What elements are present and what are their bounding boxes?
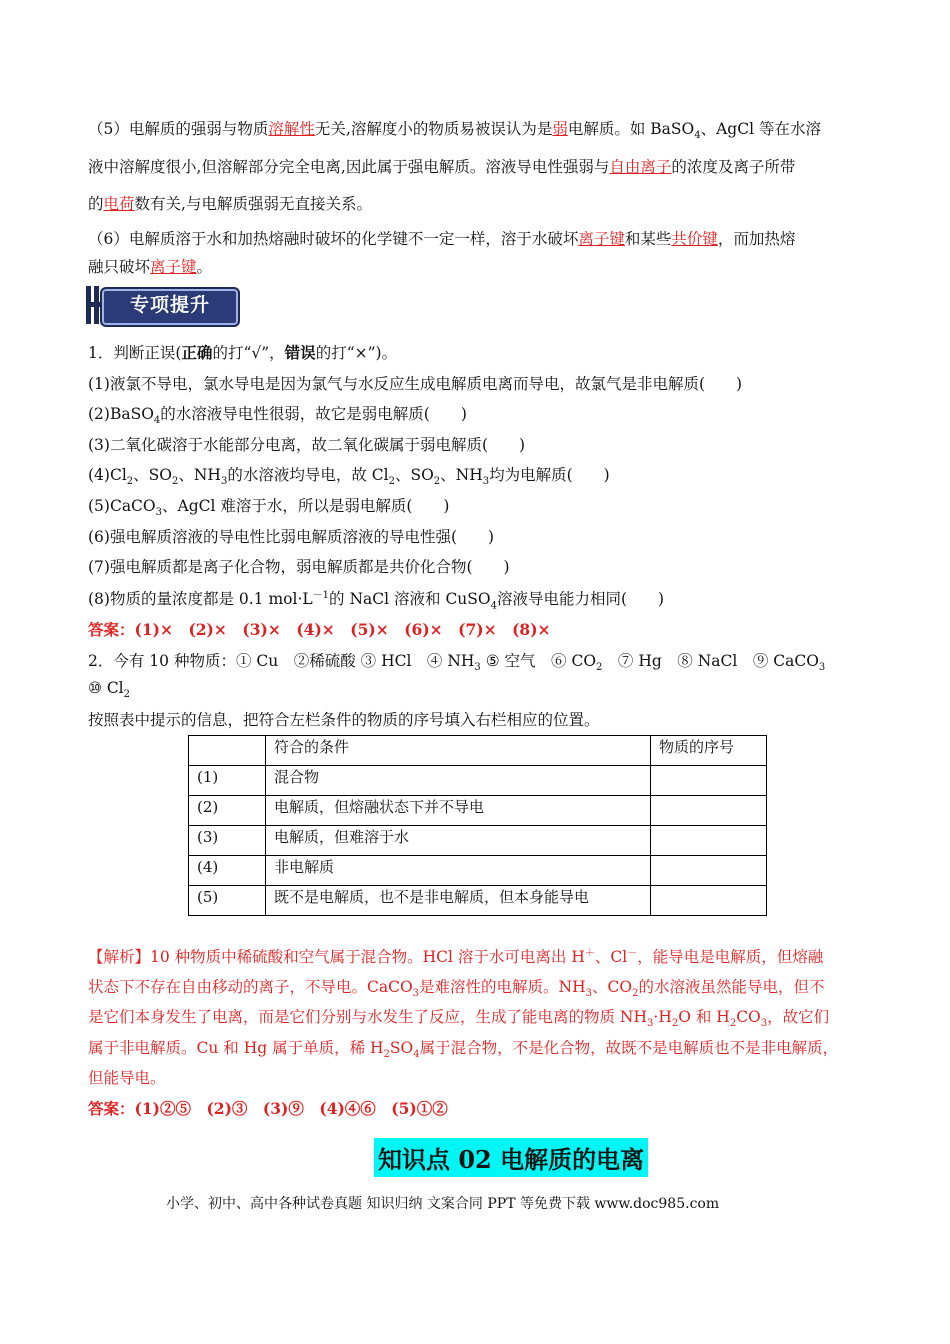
- analysis-line-4: [88, 1036, 838, 1060]
- row-index: (2): [189, 796, 266, 826]
- row-condition: 非电解质: [266, 856, 651, 886]
- blank-answer: 溶解性: [268, 120, 315, 138]
- text: (2)BaSO: [88, 405, 154, 423]
- q1-item-8: [88, 586, 664, 611]
- conditions-table: [188, 735, 767, 916]
- subscript: 4: [694, 130, 701, 142]
- header-index-cell: [189, 736, 266, 766]
- text: (8)物质的量浓度都是 0.1 mol·L: [88, 590, 313, 609]
- blank-answer: 共价键: [671, 230, 718, 248]
- table-header-row: [189, 736, 767, 766]
- text: ⑦ Hg ⑧ NaCl ⑨ CaCO: [602, 652, 819, 670]
- subscript: 4: [413, 1049, 420, 1061]
- text: （6）电解质溶于水和加热熔融时破坏的化学键不一定一样，溶于水破坏: [88, 230, 579, 248]
- text: O 和 H: [678, 1008, 730, 1026]
- table-row: [189, 766, 767, 796]
- row-condition: 电解质，但难溶于水: [266, 826, 651, 856]
- subscript: 2: [632, 988, 639, 1000]
- table-row: [189, 856, 767, 886]
- analysis-line-5: 但能导电。: [88, 1069, 166, 1087]
- text: 是难溶性的电解质。NH: [419, 978, 586, 996]
- text: 的水溶液虽然能导电，但不: [638, 978, 825, 996]
- blank-answer: 自由离子: [609, 158, 672, 176]
- analysis-line-1: [88, 944, 823, 967]
- blank-answer: 离子键: [150, 258, 197, 276]
- text: ⑩ Cl: [88, 679, 124, 697]
- text: （5）电解质的强弱与物质: [88, 120, 269, 138]
- q1-item-6: (6)强电解质溶液的导电性比弱电解质溶液的导电性强( ): [88, 528, 495, 546]
- row-answer-cell[interactable]: [651, 886, 767, 916]
- text: 的浓度及离子所带: [671, 158, 796, 176]
- subscript: 3: [585, 988, 593, 1000]
- text: 、AgCl 等在水溶: [700, 120, 821, 138]
- q2-line-2: [88, 679, 130, 700]
- subscript: 2: [671, 1018, 679, 1030]
- superscript: －: [627, 948, 638, 959]
- q2-answer: 答案：(1)②⑤ (2)③ (3)⑨ (4)④⑥ (5)①②: [88, 1099, 448, 1118]
- text: 2．今有 10 种物质：① Cu ②稀硫酸 ③ HCl ④ NH: [88, 652, 475, 670]
- paragraph-5-line-1: [88, 117, 821, 141]
- text: 均为电解质( ): [489, 466, 610, 484]
- text: ，故它们: [767, 1008, 830, 1026]
- subscript: 2: [383, 1049, 390, 1061]
- text: 、NH: [440, 466, 483, 484]
- text: 。: [196, 258, 213, 276]
- text: 、Cl: [594, 948, 628, 967]
- q1-item-7: (7)强电解质都是离子化合物，弱电解质都是共价化合物( ): [88, 558, 510, 576]
- row-answer-cell[interactable]: [651, 856, 767, 886]
- q1-item-5: [88, 494, 449, 518]
- text: 、SO: [394, 466, 434, 484]
- text: 数有关,与电解质强弱无直接关系。: [134, 195, 372, 213]
- subscript: 2: [388, 476, 395, 488]
- text: 属于混合物，不是化合物，故既不是电解质也不是非电解质，: [419, 1039, 839, 1057]
- analysis-line-3: [88, 1005, 829, 1029]
- q2-instruction: 按照表中提示的信息，把符合左栏条件的物质的序号填入右栏相应的位置。: [88, 711, 600, 729]
- text: ，能导电是电解质，但熔融: [637, 948, 824, 967]
- row-index: (5): [189, 886, 266, 916]
- text: SO: [389, 1039, 414, 1057]
- subscript: 2: [729, 1018, 737, 1030]
- blank-answer: 弱: [552, 120, 568, 138]
- text: 电解质。如 BaSO: [567, 120, 695, 138]
- text: 的水溶液导电性很弱，故它是弱电解质( ): [160, 405, 467, 423]
- table-row: [189, 796, 767, 826]
- subscript: 3: [155, 507, 162, 519]
- q1-item-1: (1)液氯不导电，氯水导电是因为氯气与水反应生成电解质电离而导电，故氯气是非电解质( ): [88, 375, 743, 393]
- banner-bar-right: [94, 286, 99, 324]
- text: ，而加热熔: [717, 230, 796, 248]
- text: CO: [736, 1008, 761, 1026]
- row-answer-cell[interactable]: [651, 796, 767, 826]
- subscript: 3: [482, 476, 490, 488]
- text: 的打“√”，: [212, 344, 285, 362]
- subscript: 3: [220, 476, 228, 488]
- section-banner: [86, 284, 238, 326]
- text: 的水溶液均导电，故 Cl: [227, 466, 389, 484]
- text: 、AgCl 难溶于水，所以是弱电解质( ): [162, 497, 450, 515]
- subscript: 2: [433, 476, 441, 488]
- table-row: [189, 886, 767, 916]
- subscript: 2: [171, 476, 179, 488]
- subscript: 2: [126, 476, 134, 488]
- row-condition: 电解质，但熔融状态下并不导电: [266, 796, 651, 826]
- subscript: 3: [474, 662, 481, 674]
- q1-item-3: (3)二氧化碳溶于水能部分电离，故二氧化碳属于弱电解质( ): [88, 436, 526, 454]
- text: 的 NaCl 溶液和 CuSO: [329, 590, 491, 609]
- text: 1．判断正误(: [88, 344, 182, 362]
- paragraph-5-line-3: [88, 192, 372, 214]
- text: (5)CaCO: [88, 497, 156, 515]
- text: 无关,溶解度小的物质易被误认为是: [314, 120, 553, 138]
- text: ·H: [653, 1008, 672, 1026]
- text: 状态下不存在自由移动的离子，不导电。CaCO: [88, 978, 413, 996]
- text: 正确: [181, 343, 213, 362]
- banner-label: 专项提升: [129, 294, 210, 316]
- subscript: 4: [153, 415, 161, 427]
- text: 是它们本身发生了电离，而是它们分别与水发生了反应，生成了能电离的物质 NH: [88, 1008, 648, 1026]
- knowledge-point-heading: 知识点 02 电解质的电离: [374, 1138, 648, 1177]
- subscript: 3: [412, 988, 420, 1000]
- page-footer: 小学、初中、高中各种试卷真题 知识归纳 文案合同 PPT 等免费下载 www.doc985.com: [166, 1196, 720, 1212]
- subscript: 2: [596, 662, 603, 674]
- paragraph-6-line-1: [88, 227, 795, 249]
- header-condition: 符合的条件: [266, 736, 651, 766]
- blank-answer: 离子键: [578, 230, 625, 248]
- q1-item-4: [88, 463, 610, 487]
- q1-intro: [88, 341, 397, 363]
- q2-line-1: [88, 649, 825, 673]
- text: (4)Cl: [88, 466, 127, 484]
- row-answer-cell[interactable]: [651, 766, 767, 796]
- subscript: 3: [818, 662, 826, 674]
- text: 错误: [284, 343, 316, 362]
- text: 、NH: [178, 466, 221, 484]
- q1-item-2: [88, 402, 467, 426]
- subscript: 3: [760, 1018, 768, 1030]
- text: 溶液导电能力相同( ): [497, 590, 665, 609]
- row-index: (4): [189, 856, 266, 886]
- row-condition: 混合物: [266, 766, 651, 796]
- superscript: －1: [312, 590, 330, 601]
- text: 和某些: [624, 230, 672, 248]
- subscript: 2: [123, 689, 131, 701]
- text: 的打“×”)。: [315, 344, 398, 362]
- q1-answer: 答案：(1)× (2)× (3)× (4)× (5)× (6)× (7)× (8)×: [88, 620, 551, 639]
- text: ⑤ 空气 ⑥ CO: [480, 652, 597, 670]
- text: 属于非电解质。Cu 和 Hg 属于单质，稀 H: [88, 1039, 384, 1057]
- paragraph-6-line-2: [88, 255, 212, 277]
- row-condition: 既不是电解质，也不是非电解质，但本身能导电: [266, 886, 651, 916]
- text: 、SO: [133, 466, 172, 484]
- superscript: ＋: [584, 948, 595, 959]
- paragraph-5-line-2: [88, 155, 795, 177]
- text: 融只破坏: [88, 258, 151, 276]
- text: 的: [88, 195, 104, 213]
- subscript: 3: [647, 1018, 654, 1030]
- blank-answer: 电荷: [103, 195, 135, 213]
- row-answer-cell[interactable]: [651, 826, 767, 856]
- row-index: (3): [189, 826, 266, 856]
- analysis-line-2: [88, 975, 824, 999]
- text: 液中溶解度很小,但溶解部分完全电离,因此属于强电解质。溶液导电性强弱与: [88, 158, 610, 176]
- text: 【解析】10 种物质中稀硫酸和空气属于混合物。HCl 溶于水可电离出 H: [88, 948, 585, 967]
- row-index: (1): [189, 766, 266, 796]
- subscript: 4: [490, 600, 497, 612]
- table-row: [189, 826, 767, 856]
- header-number: 物质的序号: [651, 736, 767, 766]
- text: 、CO: [592, 978, 633, 996]
